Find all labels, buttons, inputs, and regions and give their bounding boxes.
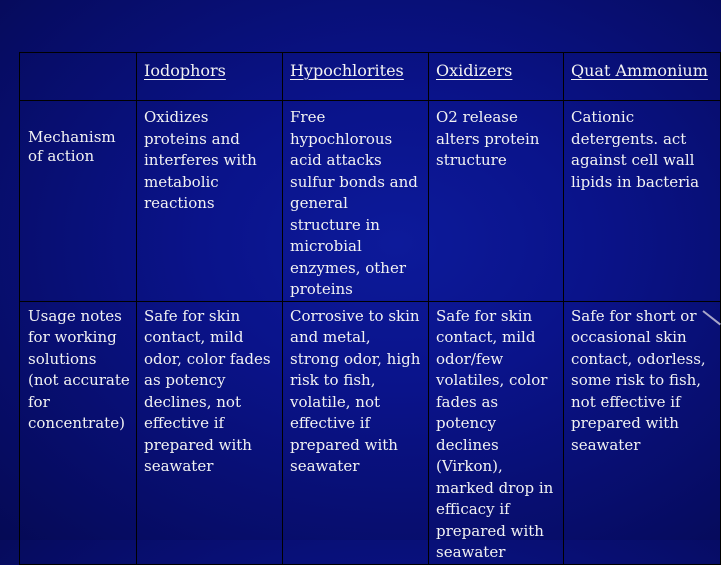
cell-mechanism-hypochlorites: Free hypochlorous acid attacks sulfur bonds and general structure in microbial enzymes, other proteins <box>283 101 429 302</box>
cell-mechanism-quat-ammonium: Cationic detergents. act against cell wall lipids in bacteria <box>564 101 721 302</box>
cell-mechanism-oxidizers: O2 release alters protein structure <box>429 101 564 302</box>
header-hypochlorites: Hypochlorites <box>283 53 429 101</box>
header-iodophors: Iodophors <box>137 53 283 101</box>
header-oxidizers: Oxidizers <box>429 53 564 101</box>
disinfectant-comparison-table <box>19 52 721 565</box>
cell-usage-quat-ammonium: Safe for short or occasional skin contact, odorless, some risk to fish, not effective if prepared with seawater <box>564 301 721 564</box>
cell-usage-iodophors: Safe for skin contact, mild odor, color fades as potency declines, not effective if prepared with seawater <box>137 301 283 564</box>
table-header-row <box>20 53 721 101</box>
cell-usage-hypochlorites: Corrosive to skin and metal, strong odor, high risk to fish, volatile, not effective if prepared with seawater <box>283 301 429 564</box>
row-label-mechanism: Mechanism of action <box>20 101 137 302</box>
header-quat-ammonium: Quat Ammonium <box>564 53 721 101</box>
header-corner <box>20 53 137 101</box>
table-row-mechanism <box>20 101 721 302</box>
table-row-usage-notes <box>20 301 721 564</box>
cell-mechanism-iodophors: Oxidizes proteins and interferes with metabolic reactions <box>137 101 283 302</box>
cell-usage-oxidizers: Safe for skin contact, mild odor/few volatiles, color fades as potency declines (Virkon), marked drop in efficacy if prepared with seawater <box>429 301 564 564</box>
row-label-usage-notes: Usage notes for working solutions (not accurate for concentrate) <box>20 301 137 564</box>
